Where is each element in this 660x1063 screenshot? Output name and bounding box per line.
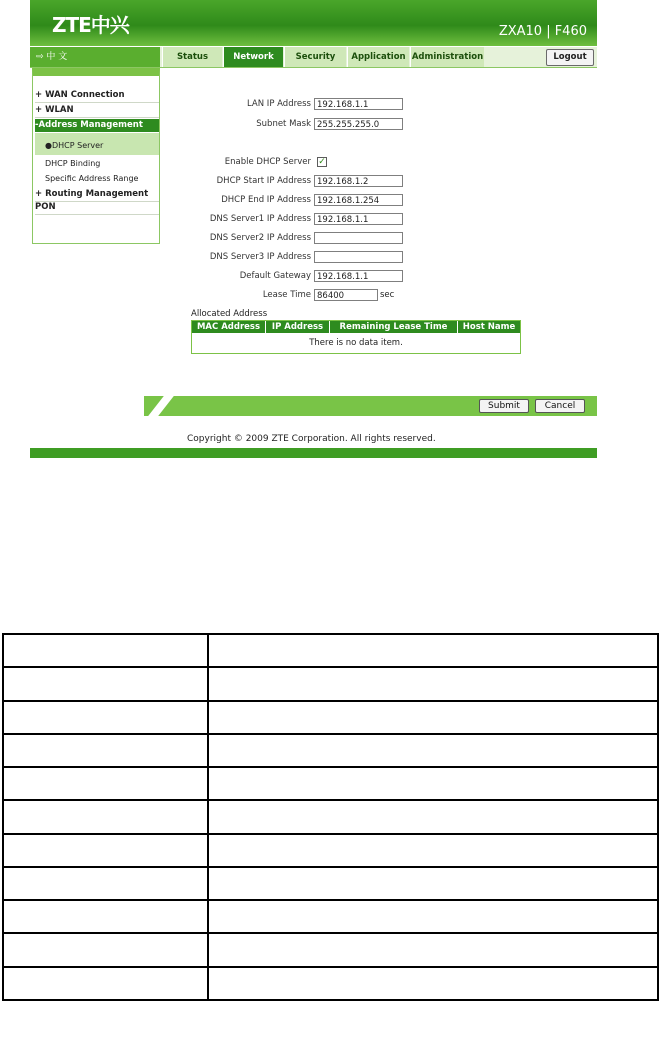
table-cell [208, 667, 658, 700]
subnet-mask-label: Subnet Mask [256, 119, 311, 129]
lease-time-row [160, 289, 597, 303]
lan-ip-input[interactable]: 192.168.1.1 [314, 98, 403, 110]
gateway-label: Default Gateway [239, 271, 311, 281]
decorative-slash [148, 396, 174, 416]
tab-security[interactable]: Security [284, 47, 346, 67]
table-cell [208, 734, 658, 767]
allocated-address-title: Allocated Address [191, 309, 268, 319]
tab-administration[interactable]: Administration [410, 47, 484, 67]
lease-time-unit: sec [380, 290, 395, 300]
lease-time-input[interactable]: 86400 [314, 289, 378, 301]
table-cell [3, 900, 208, 933]
sidebar-item-wlan[interactable]: + WLAN [35, 104, 159, 118]
allocated-address-table [191, 320, 521, 354]
sidebar-item-wan-connection[interactable]: + WAN Connection [35, 89, 159, 103]
router-web-ui [30, 0, 597, 458]
dns2-input[interactable] [314, 232, 403, 244]
dns1-label: DNS Server1 IP Address [209, 214, 311, 224]
table-cell [208, 867, 658, 900]
enable-dhcp-row [160, 156, 597, 170]
submit-button[interactable]: Submit [479, 399, 529, 413]
cancel-button[interactable]: Cancel [535, 399, 585, 413]
dns3-row [160, 251, 597, 265]
dhcp-end-input[interactable]: 192.168.1.254 [314, 194, 403, 206]
table-cell [3, 667, 208, 700]
language-label: 中 文 [46, 52, 68, 62]
table-cell [3, 701, 208, 734]
column-header-ip: IP Address [266, 321, 330, 333]
table-cell [3, 734, 208, 767]
sidebar-item-pon[interactable]: PON [35, 201, 159, 215]
model-name: ZXA10 | F460 [498, 24, 587, 39]
column-header-remaining-lease: Remaining Lease Time [330, 321, 458, 333]
gateway-row [160, 270, 597, 284]
dhcp-start-row [160, 175, 597, 189]
table-cell [208, 900, 658, 933]
arrow-right-icon: ⇨ [36, 52, 47, 62]
action-bar [144, 396, 597, 416]
empty-table-message: There is no data item. [309, 338, 403, 348]
blank-document-table [2, 633, 659, 1001]
dns3-label: DNS Server3 IP Address [209, 252, 311, 262]
language-switch[interactable] [30, 47, 160, 67]
tab-network[interactable]: Network [223, 47, 283, 67]
table-row [3, 867, 658, 900]
subnet-mask-row [160, 118, 597, 132]
table-row [3, 667, 658, 700]
logout-button[interactable]: Logout [546, 49, 594, 66]
table-cell [208, 933, 658, 966]
enable-dhcp-label: Enable DHCP Server [224, 157, 311, 167]
table-cell [208, 701, 658, 734]
table-cell [3, 933, 208, 966]
copyright-text: Copyright © 2009 ZTE Corporation. All rights reserved. [187, 434, 436, 444]
sidebar-item-dhcp-server[interactable]: ●DHCP Server [35, 133, 159, 155]
table-cell [3, 867, 208, 900]
dhcp-end-row [160, 194, 597, 208]
footer-bar [30, 448, 597, 458]
column-header-mac: MAC Address [192, 321, 266, 333]
table-cell [208, 800, 658, 833]
table-cell [3, 834, 208, 867]
sidebar-item-specific-address-range[interactable]: Specific Address Range [45, 174, 139, 183]
table-cell [208, 767, 658, 800]
table-row [3, 933, 658, 966]
sidebar-menu [32, 68, 160, 244]
dns2-label: DNS Server2 IP Address [209, 233, 311, 243]
table-row [3, 734, 658, 767]
enable-dhcp-checkbox[interactable]: ✓ [318, 157, 326, 167]
lan-ip-row [160, 98, 597, 112]
table-cell [208, 634, 658, 667]
table-row [3, 767, 658, 800]
dhcp-end-label: DHCP End IP Address [221, 195, 311, 205]
gateway-input[interactable]: 192.168.1.1 [314, 270, 403, 282]
table-row [3, 967, 658, 1000]
table-cell [3, 634, 208, 667]
table-cell [3, 767, 208, 800]
table-cell [3, 800, 208, 833]
tab-status[interactable]: Status [162, 47, 222, 67]
dns2-row [160, 232, 597, 246]
header-banner [30, 0, 597, 46]
sidebar-item-dhcp-binding[interactable]: DHCP Binding [45, 159, 101, 168]
column-header-host-name: Host Name [458, 321, 520, 333]
table-cell [208, 967, 658, 1000]
lease-time-label: Lease Time [262, 290, 311, 300]
dhcp-start-input[interactable]: 192.168.1.2 [314, 175, 403, 187]
table-cell [3, 967, 208, 1000]
tab-application[interactable]: Application [347, 47, 409, 67]
table-row [3, 900, 658, 933]
dns3-input[interactable] [314, 251, 403, 263]
table-cell [208, 834, 658, 867]
table-row [3, 834, 658, 867]
top-navigation [30, 46, 597, 68]
table-row [3, 701, 658, 734]
zte-logo: ZTE中兴 [52, 13, 129, 37]
table-row [3, 800, 658, 833]
table-row [3, 634, 658, 667]
sidebar-item-address-management[interactable]: -Address Management [35, 119, 159, 132]
dhcp-start-label: DHCP Start IP Address [216, 176, 311, 186]
subnet-mask-input[interactable]: 255.255.255.0 [314, 118, 403, 130]
sidebar-item-routing-management[interactable]: + Routing Management [35, 188, 159, 202]
lan-ip-label: LAN IP Address [247, 99, 311, 109]
dns1-row [160, 213, 597, 227]
dns1-input[interactable]: 192.168.1.1 [314, 213, 403, 225]
